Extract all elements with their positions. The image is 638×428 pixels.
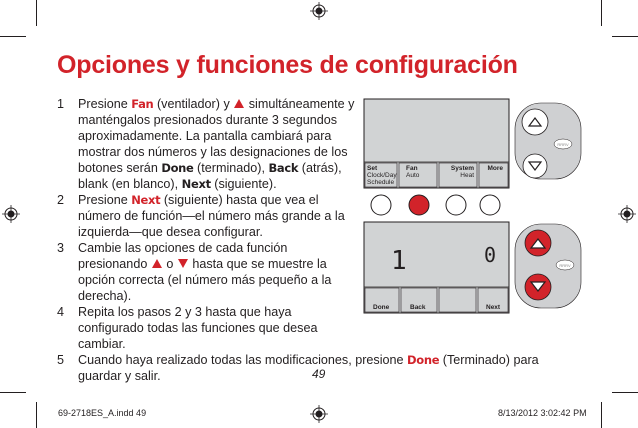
step-text-run: (siguiente) hasta que vea el número de función—el número más grande a la izquierda—que desea configurar.: [78, 193, 345, 239]
thermostat-screen-top: [364, 99, 509, 188]
round-button-row: [371, 195, 500, 215]
button-keyword: Fan: [131, 97, 154, 111]
step-text-run: (siguiente).: [210, 177, 277, 191]
step-number: 1: [57, 97, 65, 111]
footer-file-info: 69-2718ES_A.indd 49: [58, 408, 147, 418]
step-number: 2: [57, 193, 65, 207]
step-text-run: Repita los pasos 2 y 3 hasta que haya configurado todas las funciones que desea cambiar.: [78, 305, 318, 351]
step-number: 4: [57, 305, 65, 319]
step-text-run: Presione: [78, 97, 132, 111]
screen-button-label: Next: [486, 304, 501, 311]
step-text-run: Cuando haya realizado todas las modificaciones, presione: [78, 353, 408, 367]
temp-up-button[interactable]: [525, 230, 551, 256]
temp-down-button[interactable]: [525, 274, 551, 300]
step-number: 3: [57, 241, 65, 255]
screen-button-done[interactable]: [365, 288, 399, 312]
screen-button-more[interactable]: [479, 163, 508, 187]
screen-button-label: Back: [410, 304, 426, 311]
step-text-run: (Terminado) para guardar y salir.: [78, 353, 539, 383]
button-keyword: Next: [131, 193, 161, 207]
screen-button-label: Schedule: [367, 179, 395, 186]
screen-button-label: More: [487, 165, 503, 172]
temp-up-button[interactable]: [522, 109, 548, 135]
step-text-run: simultáneamente y manténgalos presionados durante 3 segundos aproximadamente. La pantalla cambiará para mostrar dos números y las designaciones de los botones serán: [78, 97, 355, 175]
screen-button-label: Done: [373, 304, 390, 311]
footer-timestamp: 8/13/2012 3:02:42 PM: [498, 408, 587, 418]
screen-button-label: Fan: [406, 165, 418, 172]
thermostat-screen-bottom: [364, 222, 509, 313]
screen-button-blank[interactable]: [439, 288, 476, 312]
screen-button-label: System: [450, 165, 474, 172]
round-button[interactable]: [371, 195, 391, 215]
thermostat-side-pad-top: [515, 103, 581, 179]
screen-button-label: Auto: [406, 172, 420, 179]
screen-button-fan[interactable]: [399, 163, 437, 187]
button-keyword: Done: [407, 353, 440, 367]
page-number: 49: [312, 367, 326, 381]
round-button[interactable]: [446, 195, 466, 215]
temp-down-button[interactable]: [523, 154, 547, 178]
screen-button-back[interactable]: [401, 288, 437, 312]
button-keyword: Back: [268, 161, 299, 175]
step-text-run: (terminado),: [193, 161, 269, 175]
step-text-run: Presione: [78, 193, 132, 207]
step-text-run: Cambie las opciones de cada función presionando: [78, 241, 288, 271]
screen-button-system[interactable]: [439, 163, 477, 187]
option-number: 0: [484, 243, 497, 267]
button-keyword: Next: [181, 177, 211, 191]
round-button-highlighted[interactable]: [409, 195, 429, 215]
step-text-run: o: [162, 257, 177, 271]
thermostat-side-pad-bottom: [515, 224, 581, 308]
step-number: 5: [57, 353, 65, 367]
button-keyword: Done: [161, 161, 194, 175]
brand-badge-text: RRRV: [557, 142, 569, 147]
screen-button-next[interactable]: [478, 288, 508, 312]
step-text-run: (ventilador) y: [153, 97, 234, 111]
step-text-run: (atrás), blank (en blanco),: [78, 161, 342, 191]
brand-badge-text: RRRV: [559, 263, 571, 268]
function-number: 1: [391, 246, 407, 276]
screen-button-set[interactable]: [365, 163, 397, 187]
step-text-run: hasta que se muestre la opción correcta (el número más pequeño a la derecha).: [78, 257, 332, 303]
screen-button-label: Heat: [460, 172, 474, 179]
screen-button-label: Set: [367, 165, 378, 172]
page-title: Opciones y funciones de configuración: [57, 51, 518, 79]
round-button[interactable]: [480, 195, 500, 215]
screen-button-label: Clock/Day: [367, 172, 397, 179]
